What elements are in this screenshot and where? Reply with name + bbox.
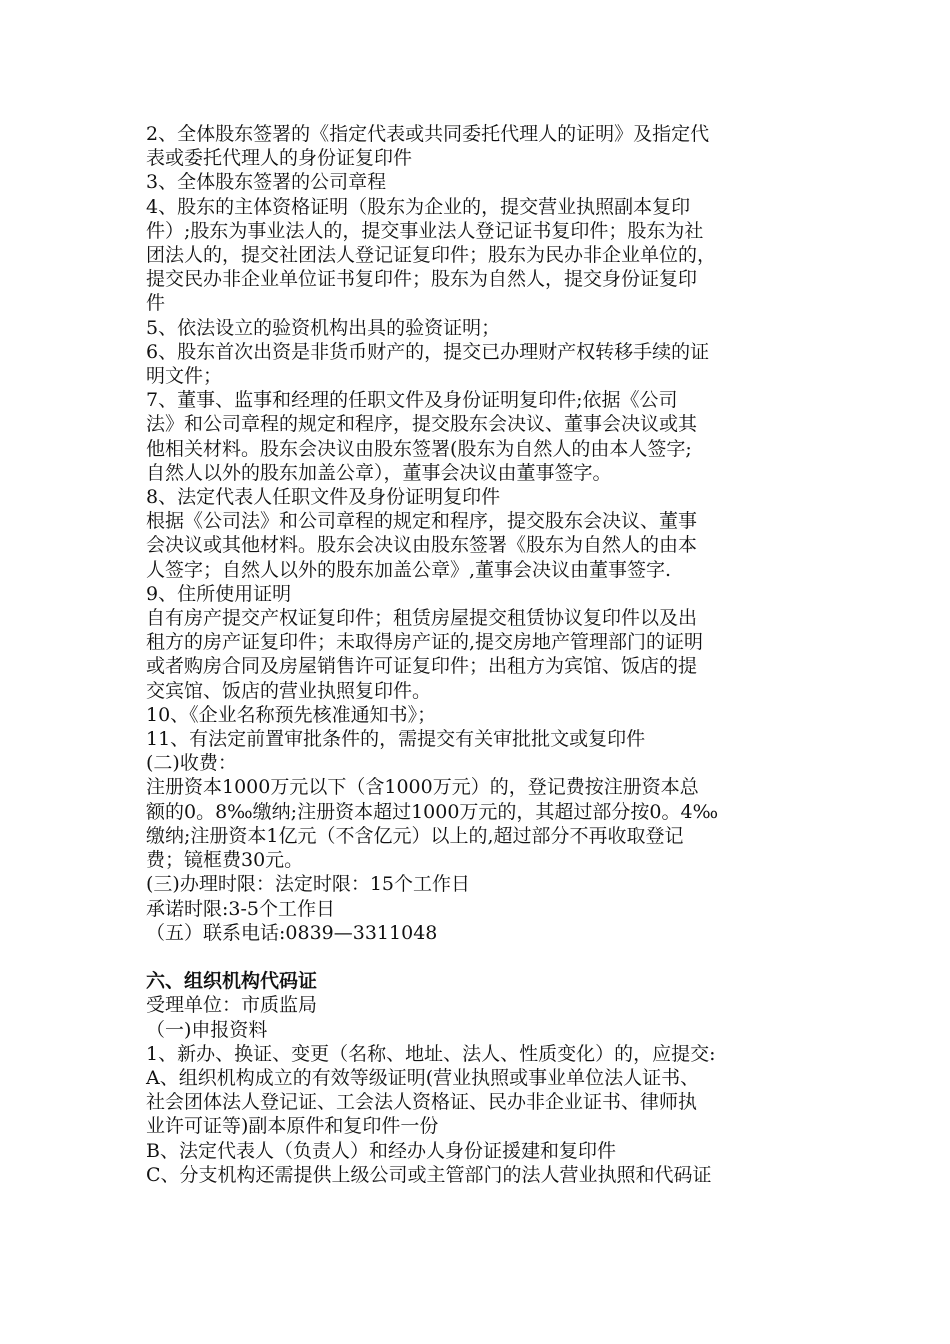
text-line: 1、新办、换证、变更（名称、地址、法人、性质变化）的，应提交: <box>146 1042 716 1065</box>
text-line: 或者购房合同及房屋销售许可证复印件；出租方为宾馆、饭店的提 <box>146 655 698 678</box>
text-line: 6、股东首次出资是非货币财产的，提交已办理财产权转移手续的证 <box>146 340 710 363</box>
text-line: 自然人以外的股东加盖公章），董事会决议由董事签字。 <box>146 461 612 484</box>
text-line: 租方的房产证复印件；未取得房产证的,提交房地产管理部门的证明 <box>146 631 704 654</box>
section-heading: 六、组织机构代码证 <box>146 970 318 993</box>
text-line: 4、股东的主体资格证明（股东为企业的，提交营业执照副本复印 <box>146 195 691 218</box>
section-business-registration-materials <box>146 122 826 945</box>
text-line: 费；镜框费30元。 <box>146 849 304 872</box>
text-line: 10、《企业名称预先核准通知书》； <box>146 703 437 726</box>
text-line: 表或委托代理人的身份证复印件 <box>146 147 413 170</box>
text-line: 2、全体股东签署的《指定代表或共同委托代理人的证明》及指定代 <box>146 123 710 145</box>
text-line: 业许可证等)副本原件和复印件一份 <box>146 1115 439 1138</box>
text-line: (二)收费： <box>146 752 237 775</box>
section-organization-code-certificate <box>146 969 826 1187</box>
text-line: 件）;股东为事业法人的，提交事业法人登记证书复印件；股东为社 <box>146 219 704 242</box>
text-line: B、法定代表人（负责人）和经办人身份证援建和复印件 <box>146 1139 616 1162</box>
paragraph-gap <box>146 945 826 969</box>
text-line: （一)申报资料 <box>146 1018 268 1041</box>
text-line: (三)办理时限：法定时限：15个工作日 <box>146 873 471 896</box>
text-line: 3、全体股东签署的公司章程 <box>146 171 387 194</box>
text-line: 他相关材料。股东会决议由股东签署(股东为自然人的由本人签字; <box>146 437 692 460</box>
text-line: 受理单位：市质监局 <box>146 994 318 1017</box>
text-line: 承诺时限:3-5个工作日 <box>146 897 335 920</box>
document-page <box>146 122 826 1187</box>
text-line: 人签字；自然人以外的股东加盖公章》,董事会决议由董事签字. <box>146 558 672 581</box>
text-line: 团法人的，提交社团法人登记证复印件；股东为民办非企业单位的， <box>146 244 717 267</box>
text-line: 法》和公司章程的规定和程序，提交股东会决议、董事会决议或其 <box>146 413 698 436</box>
text-line: 交宾馆、饭店的营业执照复印件。 <box>146 679 432 702</box>
text-line: 明文件； <box>146 365 223 388</box>
text-line: 根据《公司法》和公司章程的规定和程序，提交股东会决议、董事 <box>146 510 698 533</box>
text-line: 7、董事、监事和经理的任职文件及身份证明复印件;依据《公司 <box>146 389 678 412</box>
text-line: 件 <box>146 292 166 315</box>
text-line: 自有房产提交产权证复印件；租赁房屋提交租赁协议复印件以及出 <box>146 607 698 630</box>
text-line: 注册资本1000万元以下（含1000万元）的，登记费按注册资本总 <box>146 776 699 799</box>
text-line: （五）联系电话:0839—3311048 <box>146 921 438 944</box>
text-line: 缴纳;注册资本1亿元（不含亿元）以上的,超过部分不再收取登记 <box>146 824 684 847</box>
text-line: A、组织机构成立的有效等级证明(营业执照或事业单位法人证书、 <box>146 1066 700 1089</box>
text-line: 额的0。8‰缴纳;注册资本超过1000万元的，其超过部分按0。4‰ <box>146 800 719 823</box>
text-line: 提交民办非企业单位证书复印件；股东为自然人，提交身份证复印 <box>146 268 698 291</box>
text-line: 5、依法设立的验资机构出具的验资证明； <box>146 316 501 339</box>
text-line: C、分支机构还需提供上级公司或主管部门的法人营业执照和代码证 <box>146 1163 712 1186</box>
text-line: 11、有法定前置审批条件的，需提交有关审批批文或复印件 <box>146 728 646 751</box>
text-line: 会决议或其他材料。股东会决议由股东签署《股东为自然人的由本 <box>146 534 698 557</box>
text-line: 社会团体法人登记证、工会法人资格证、民办非企业证书、律师执 <box>146 1091 698 1114</box>
text-line: 9、住所使用证明 <box>146 582 292 605</box>
text-line: 8、法定代表人任职文件及身份证明复印件 <box>146 486 501 509</box>
